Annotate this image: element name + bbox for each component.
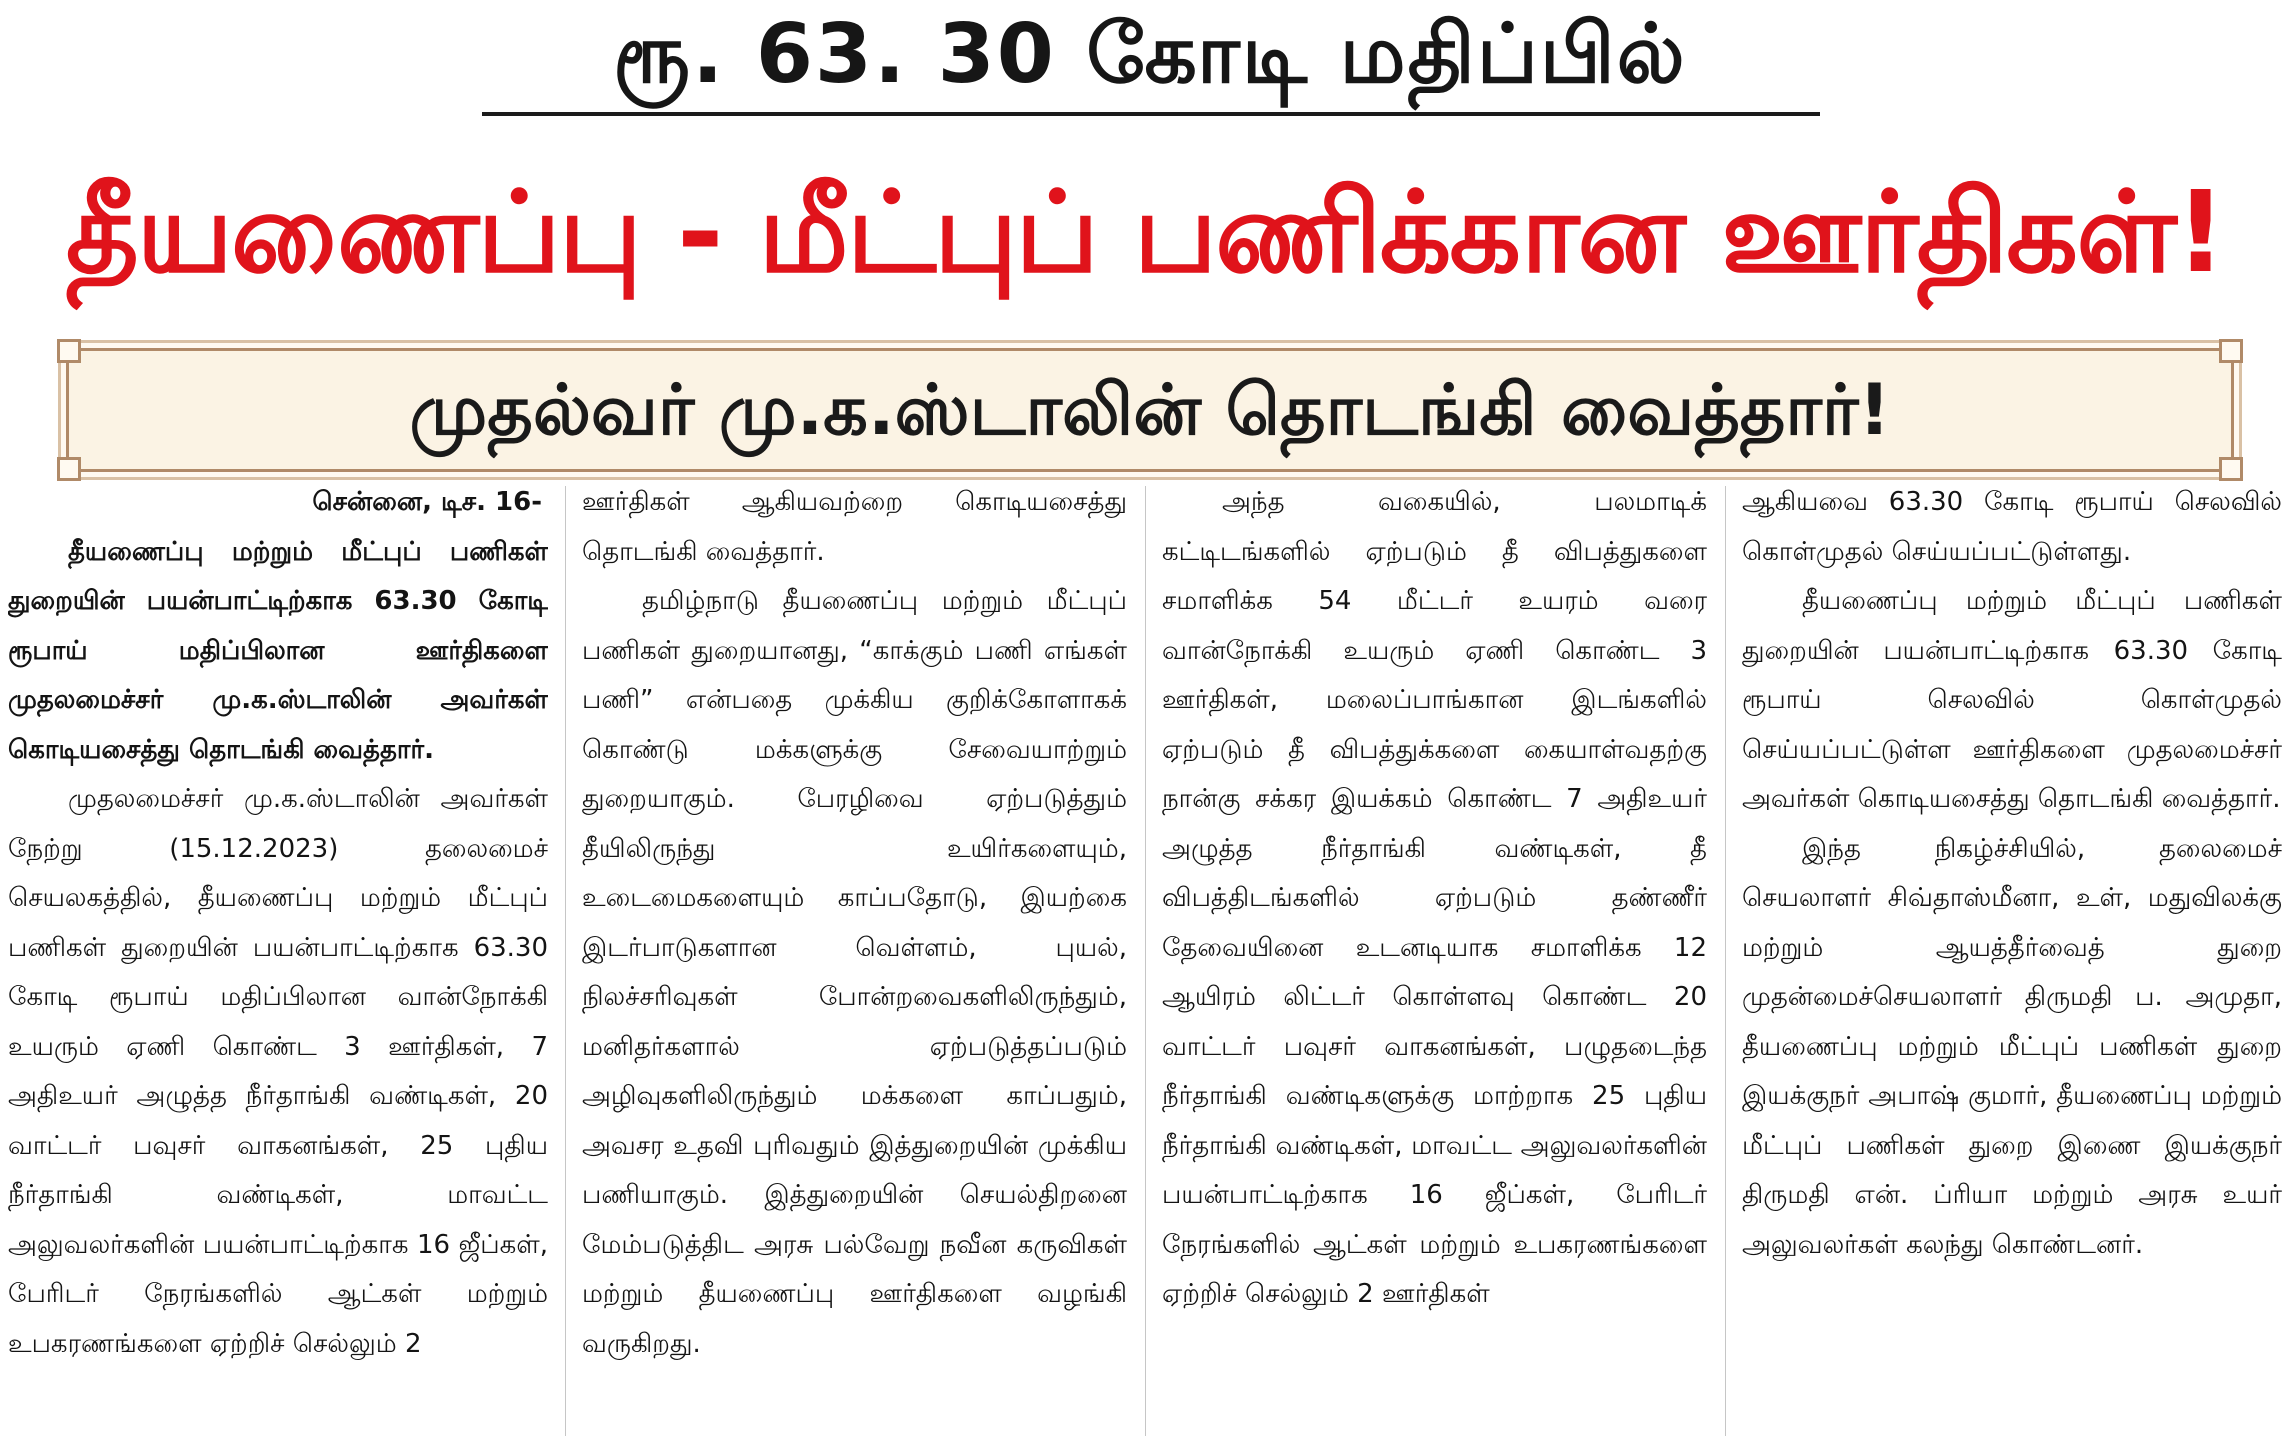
subheadline: முதல்வர் மு.க.ஸ்டாலின் தொடங்கி வைத்தார்! xyxy=(409,369,1891,451)
lead-paragraph: தீயணைப்பு மற்றும் மீட்புப் பணிகள் துறையின் பயன்பாட்டிற்காக 63.30 கோடி ரூபாய் மதிப்பிலான ஊர்திகளை முதலமைச்சர் மு.க.ஸ்டாலின் அவர்கள் கொடியசைத்து தொடங்கி வைத்தார். xyxy=(8,536,548,765)
column-divider xyxy=(1725,486,1726,1436)
column-divider xyxy=(565,486,566,1436)
paragraph: முதலமைச்சர் மு.க.ஸ்டாலின் அவர்கள் நேற்று (15.12.2023) தலைமைச் செயலகத்தில், தீயணைப்பு மற்றும் மீட்புப் பணிகள் துறையின் பயன்பாட்டிற்காக 63.30 கோடி ரூபாய் மதிப்பிலான வான்நோக்கி உயரும் ஏணி கொண்ட 3 ஊர்திகள், 7 அதிஉயர் அழுத்த நீர்தாங்கி வண்டிகள், 20 வாட்டர் பவுசர் வாகனங்கள், 25 புதிய நீர்தாங்கி வண்டிகள், மாவட்ட அலுவலர்களின் பயன்பாட்டிற்காக 16 ஜீப்கள், பேரிடர் நேரங்களில் ஆட்கள் மற்றும் உபகரணங்களை ஏற்றிச் செல்லும் 2 xyxy=(8,784,548,1359)
paragraph: தமிழ்நாடு தீயணைப்பு மற்றும் மீட்புப் பணிகள் துறையானது, “காக்கும் பணி எங்கள் பணி” என்பதை முக்கிய குறிக்கோளாகக் கொண்டு மக்களுக்கு சேவையாற்றும் துறையாகும். பேரழிவை ஏற்படுத்தும் தீயிலிருந்து உயிர்களையும், உடைமைகளையும் காப்பதோடு, இயற்கை இடர்பாடுகளான வெள்ளம், புயல், நிலச்சரிவுகள் போன்றவைகளிலிருந்தும், மனிதர்களால் ஏற்படுத்தப்படும் அழிவுகளிலிருந்தும் மக்களை காப்பதும், அவசர உதவி புரிவதும் இத்துறையின் முக்கிய பணியாகும். இத்துறையின் செயல்திறனை மேம்படுத்திட அரசு பல்வேறு நவீன கருவிகள் மற்றும் தீயணைப்பு ஊர்திகளை வழங்கி வருகிறது. xyxy=(582,586,1127,1359)
column-divider xyxy=(1145,486,1146,1436)
headline: தீயணைப்பு - மீட்புப் பணிக்கான ஊர்திகள்! xyxy=(65,168,2225,298)
kicker-underline xyxy=(482,112,1820,116)
column-1 xyxy=(8,478,548,1438)
paragraph: ஊர்திகள் ஆகியவற்றை கொடியசைத்து தொடங்கி வைத்தார். xyxy=(582,487,1127,567)
column-4 xyxy=(1742,478,2282,1438)
paragraph: இந்த நிகழ்ச்சியில், தலைமைச் செயலாளர் சிவ்தாஸ்மீனா, உள், மதுவிலக்கு மற்றும் ஆயத்தீர்வைத் துறை முதன்மைச்செயலாளர் திருமதி ப. அமுதா, தீயணைப்பு மற்றும் மீட்புப் பணிகள் துறை இயக்குநர் அபாஷ் குமார், தீயணைப்பு மற்றும் மீட்புப் பணிகள் துறை இணை இயக்குநர் திருமதி என். ப்ரியா மற்றும் அரசு உயர் அலுவலர்கள் கலந்து கொண்டனர். xyxy=(1742,833,2282,1260)
subheadline-box xyxy=(66,348,2234,472)
column-2 xyxy=(582,478,1127,1438)
kicker-title: ரூ. 63. 30 கோடி மதிப்பில் xyxy=(613,7,1687,102)
paragraph: ஆகியவை 63.30 கோடி ரூபாய் செலவில் கொள்முதல் செய்யப்பட்டுள்ளது. xyxy=(1742,487,2282,567)
article-body xyxy=(0,478,2290,1438)
paragraph: தீயணைப்பு மற்றும் மீட்புப் பணிகள் துறையின் பயன்பாட்டிற்காக 63.30 கோடி ரூபாய் செலவில் கொள்முதல் செய்யப்பட்டுள்ள ஊர்திகளை முதலமைச்சர் அவர்கள் கொடியசைத்து தொடங்கி வைத்தார். xyxy=(1742,586,2282,814)
column-3 xyxy=(1162,478,1707,1438)
paragraph: அந்த வகையில், பலமாடிக் கட்டிடங்களில் ஏற்படும் தீ விபத்துகளை சமாளிக்க 54 மீட்டர் உயரம் வரை வான்நோக்கி உயரும் ஏணி கொண்ட 3 ஊர்திகள், மலைப்பாங்கான இடங்களில் ஏற்படும் தீ விபத்துக்களை கையாள்வதற்கு நான்கு சக்கர இயக்கம் கொண்ட 7 அதிஉயர் அழுத்த நீர்தாங்கி வண்டிகள், தீ விபத்திடங்களில் ஏற்படும் தண்ணீர் தேவையினை உடனடியாக சமாளிக்க 12 ஆயிரம் லிட்டர் கொள்ளவு கொண்ட 20 வாட்டர் பவுசர் வாகனங்கள், பழுதடைந்த நீர்தாங்கி வண்டிகளுக்கு மாற்றாக 25 புதிய நீர்தாங்கி வண்டிகள், மாவட்ட அலுவலர்களின் பயன்பாட்டிற்காக 16 ஜீப்கள், பேரிடர் நேரங்களில் ஆட்கள் மற்றும் உபகரணங்களை ஏற்றிச் செல்லும் 2 ஊர்திகள் xyxy=(1162,487,1707,1309)
dateline: சென்னை, டிச. 16- xyxy=(312,487,542,517)
